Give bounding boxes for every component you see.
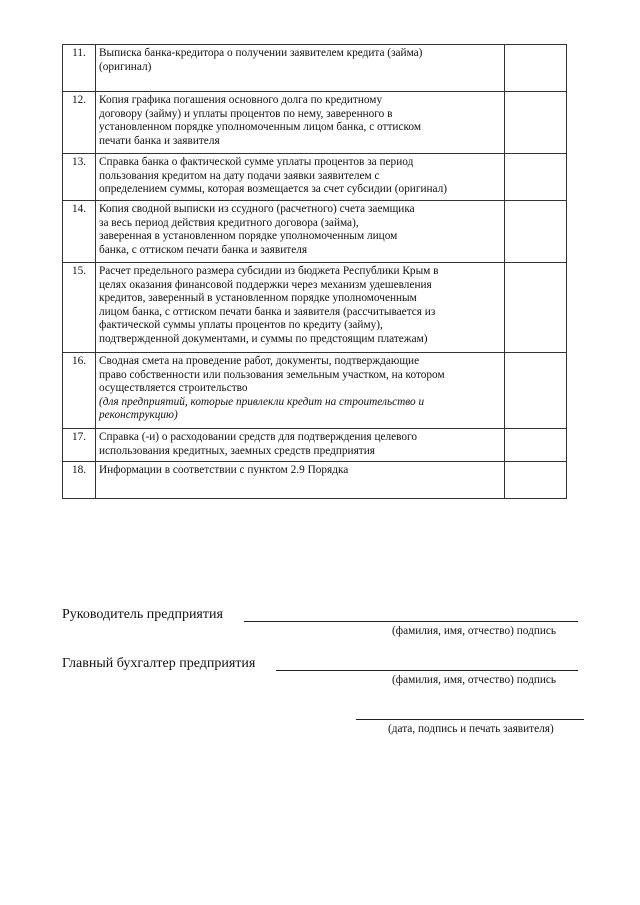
row-description (96, 45, 505, 92)
description-line: пользования кредитом на дату подачи заявки заявителем с (99, 169, 380, 182)
row-description (96, 263, 505, 353)
date-signature-line[interactable] (356, 719, 584, 720)
checklist-row (63, 45, 567, 92)
description-line: кредитов, заверенный в установленном порядке уполномоченным (99, 292, 417, 305)
description-line: договору (займу) и уплаты процентов по нему, заверенного в (99, 107, 393, 120)
row-mark-cell[interactable] (505, 263, 567, 353)
row-description (96, 154, 505, 201)
description-line: фактической суммы уплаты процентов по кредиту (займу), (99, 319, 383, 332)
description-line: определением суммы, которая возмещается за счет субсидии (оригинал) (99, 183, 448, 196)
description-line: лицом банка, с оттиском печати банка и заявителя (рассчитывается из (99, 305, 436, 318)
row-description (96, 462, 505, 499)
description-note-line: (для предприятий, которые привлекли кредит на строительство и (99, 395, 425, 408)
head-signature-label: Руководитель предприятия (62, 607, 223, 622)
description-line: право собственности или пользования земельным участком, на котором (99, 368, 445, 381)
row-number: 15. (63, 263, 96, 353)
description-line: за весь период действия кредитного договора (займа), (99, 216, 359, 229)
checklist-row (63, 92, 567, 154)
accountant-signature-hint: (фамилия, имя, отчество) подпись (392, 674, 557, 686)
row-number: 18. (63, 462, 96, 499)
description-line: Информации в соответствии с пунктом 2.9 Порядка (99, 464, 349, 477)
row-number: 12. (63, 92, 96, 154)
checklist-row (63, 154, 567, 201)
row-number: 16. (63, 353, 96, 429)
row-description (96, 201, 505, 263)
row-description (96, 92, 505, 154)
accountant-signature-label: Главный бухгалтер предприятия (62, 656, 256, 671)
description-line: Справка (-и) о расходовании средств для подтверждения целевого (99, 431, 418, 443)
description-note-line: реконструкцию) (99, 409, 178, 422)
accountant-signature-line[interactable] (276, 670, 578, 671)
description-line: печати банка и заявителя (99, 134, 220, 147)
date-signature-hint: (дата, подпись и печать заявителя) (388, 723, 554, 735)
description-line: осуществляется строительство (99, 382, 248, 395)
description-line: Копия сводной выписки из ссудного (расчетного) счета заемщика (99, 203, 415, 215)
head-signature-hint: (фамилия, имя, отчество) подпись (392, 625, 557, 637)
row-description (96, 353, 505, 429)
head-signature-line[interactable] (244, 621, 578, 622)
documents-checklist-table (62, 44, 567, 499)
description-line: банка, с оттиском печати банка и заявителя (99, 243, 308, 256)
row-number: 17. (63, 429, 96, 462)
description-line: Выписка банка-кредитора о получении заявителем кредита (займа) (99, 47, 423, 59)
row-mark-cell[interactable] (505, 462, 567, 499)
description-line: установленном порядке уполномоченным лицом банка, с оттиском (99, 121, 421, 134)
row-mark-cell[interactable] (505, 201, 567, 263)
checklist-row (63, 201, 567, 263)
checklist-row (63, 263, 567, 353)
description-line: Справка банка о фактической сумме уплаты процентов за период (99, 156, 414, 168)
row-number: 11. (63, 45, 96, 92)
row-mark-cell[interactable] (505, 45, 567, 92)
description-line: Сводная смета на проведение работ, документы, подтверждающие (99, 355, 420, 367)
row-number: 14. (63, 201, 96, 263)
row-mark-cell[interactable] (505, 353, 567, 429)
checklist-row (63, 353, 567, 429)
description-line: подтвержденной документами, и суммы по предстоящим платежам) (99, 332, 428, 345)
description-line: (оригинал) (99, 60, 152, 73)
row-mark-cell[interactable] (505, 92, 567, 154)
description-line: использования кредитных, заемных средств предприятия (99, 444, 375, 457)
checklist-row (63, 429, 567, 462)
checklist-row (63, 462, 567, 499)
description-line: Копия графика погашения основного долга по кредитному (99, 94, 383, 106)
description-line: Расчет предельного размера субсидии из бюджета Республики Крым в (99, 265, 439, 277)
description-line: заверенная в установленном порядке уполномоченным лицом (99, 230, 398, 243)
row-mark-cell[interactable] (505, 429, 567, 462)
description-line: целях оказания финансовой поддержки через механизм удешевления (99, 278, 432, 291)
row-mark-cell[interactable] (505, 154, 567, 201)
row-description (96, 429, 505, 462)
row-number: 13. (63, 154, 96, 201)
